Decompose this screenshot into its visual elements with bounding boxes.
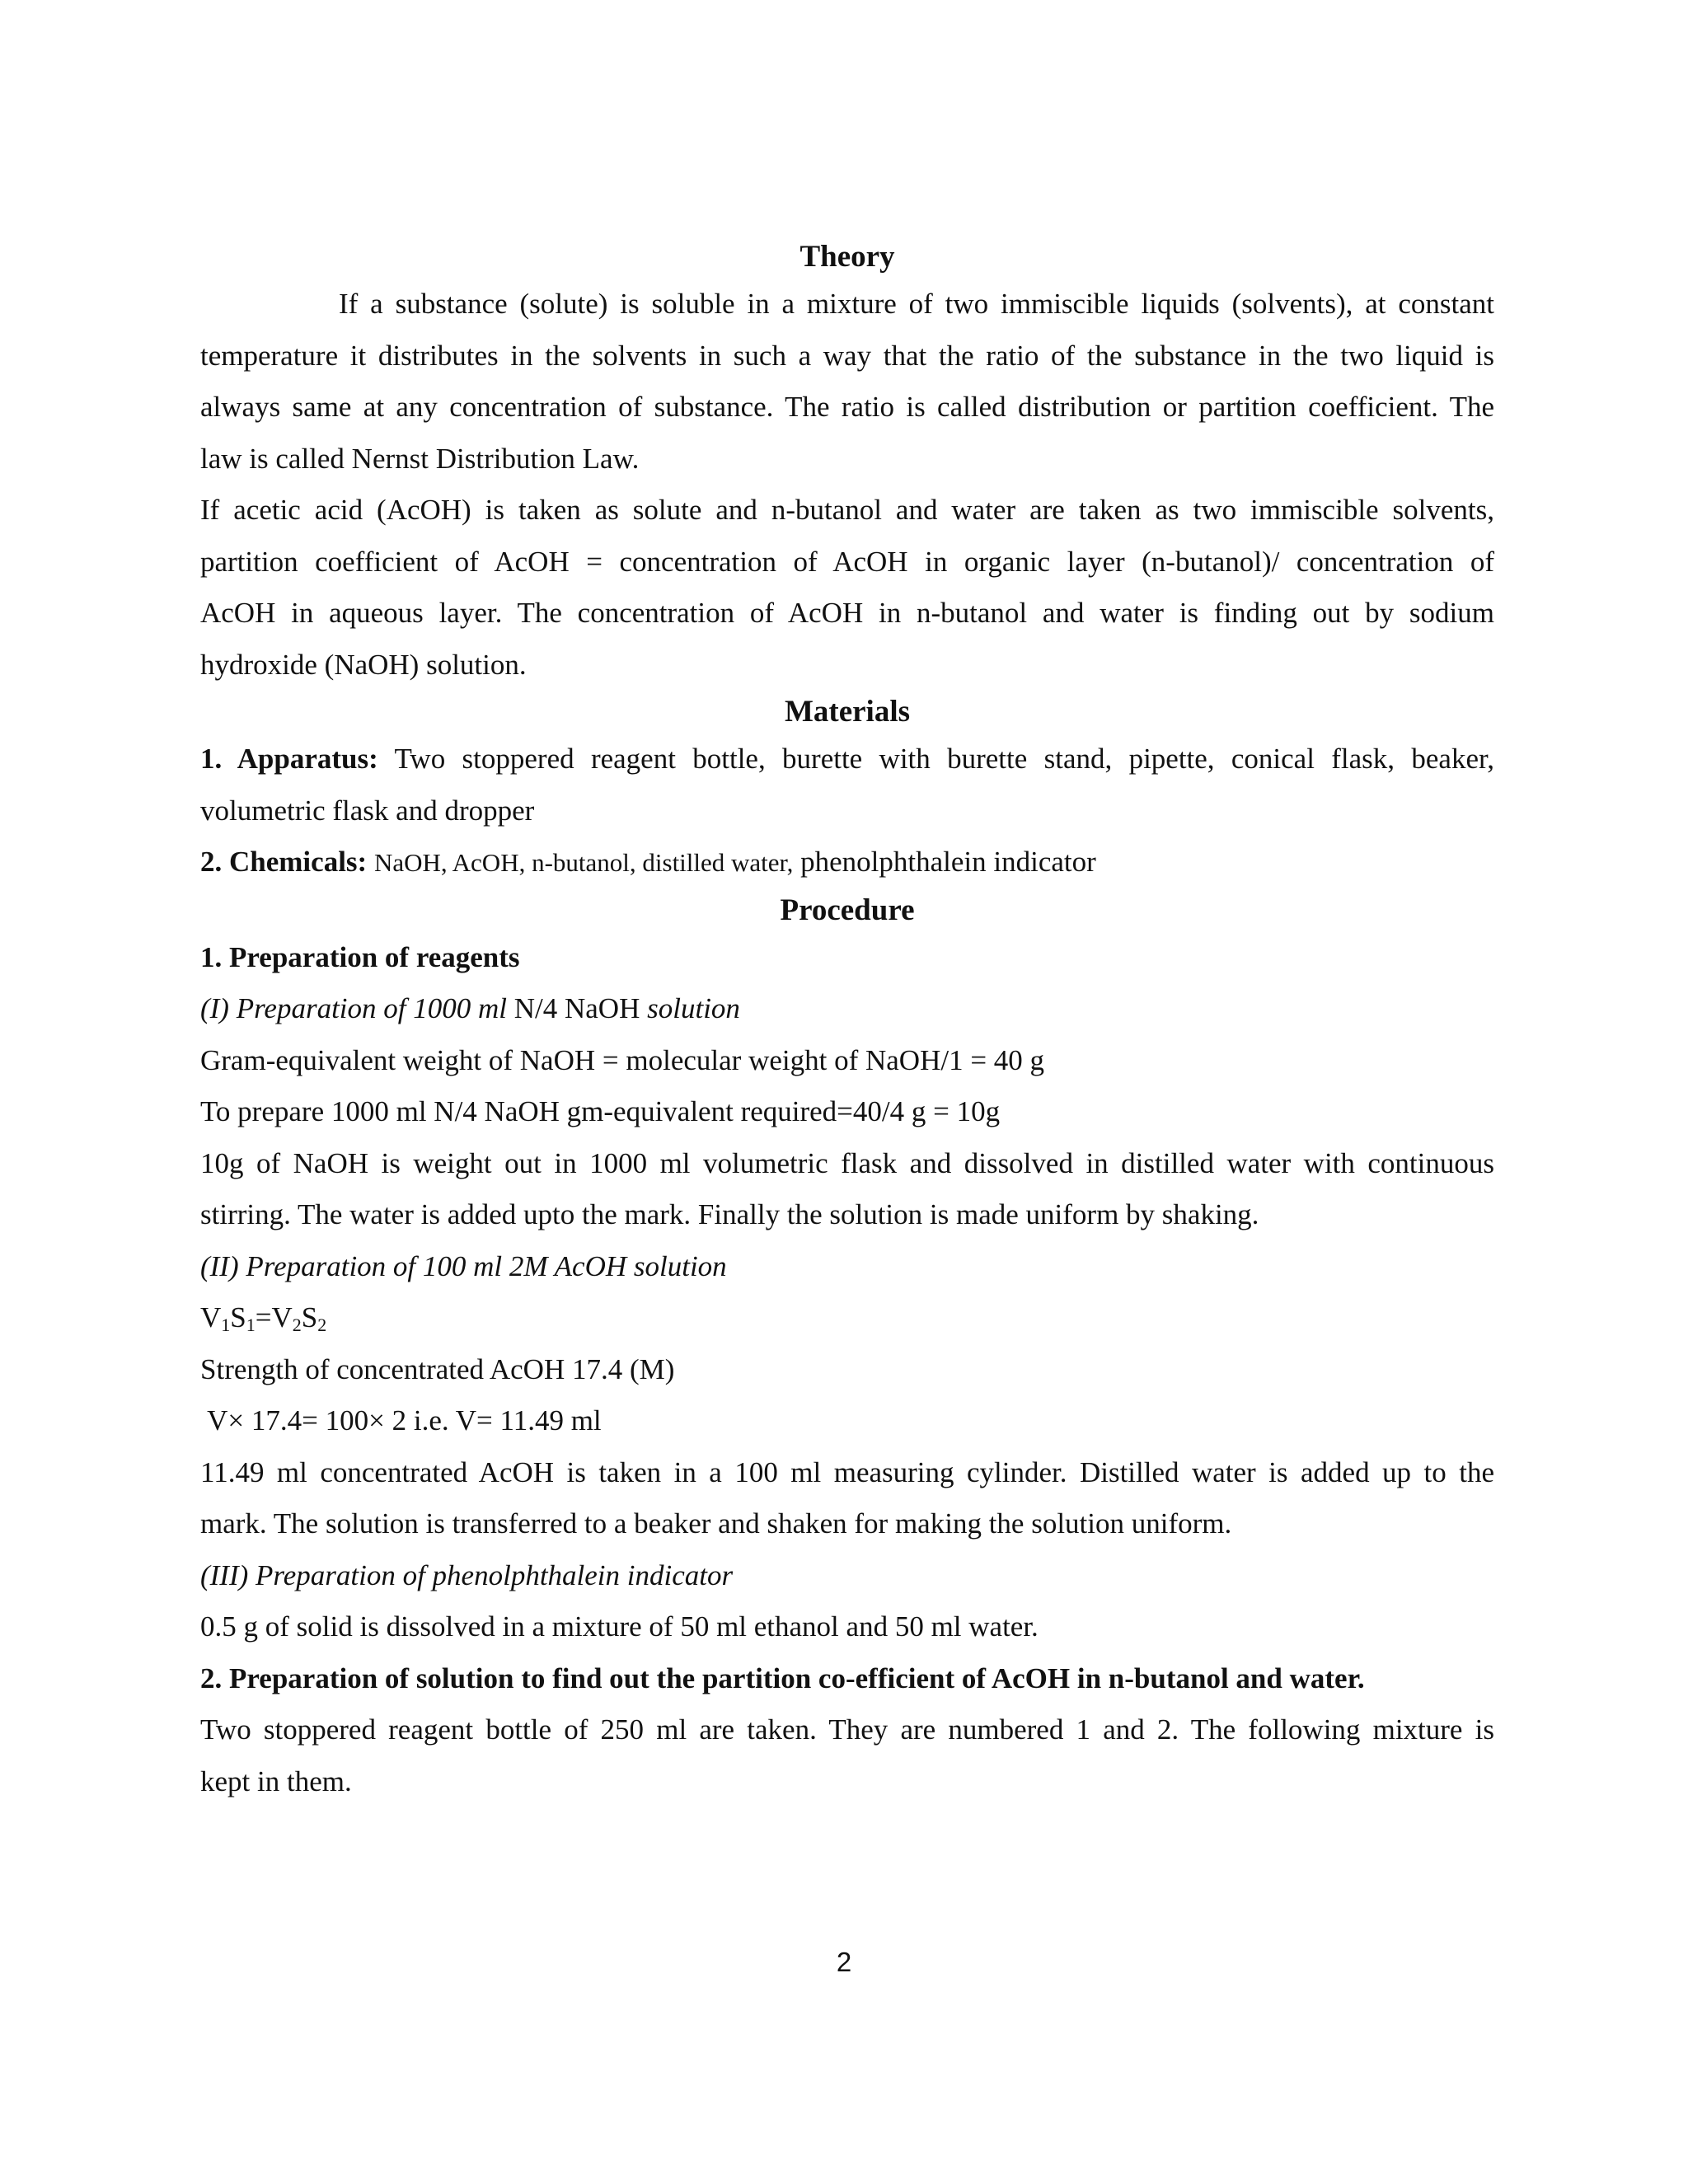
page-content <box>200 236 1494 1807</box>
text-line: hydroxide (NaOH) solution. <box>200 648 527 681</box>
subheading-partition-solution: 2. Preparation of solution to find out the partition co-efficient of AcOH in n-butanol and water. <box>200 1661 1365 1694</box>
apparatus-label: 1. Apparatus: <box>200 743 378 775</box>
text-line: always same at any concentration of substance. The ratio is called distribution or partition coefficient. The <box>200 391 1494 423</box>
text-line: Strength of concentrated AcOH 17.4 (M) <box>200 1352 675 1385</box>
text-line: Two stoppered reagent bottle of 250 ml are taken. They are numbered 1 and 2. The following mixture is <box>200 1713 1494 1746</box>
procedure-heading: Procedure <box>780 893 915 927</box>
page-number: 2 <box>836 1947 852 1977</box>
apparatus-paragraph <box>200 733 1494 837</box>
dilution-formula <box>200 1292 1494 1344</box>
naoh-title-italic-2: solution <box>647 992 740 1024</box>
phenolphthalein-title: (III) Preparation of phenolphthalein indicator <box>200 1558 734 1591</box>
text-line: law is called Nernst Distribution Law. <box>200 442 640 475</box>
formula-subscript: 1 <box>246 1315 256 1335</box>
naoh-title-italic: (I) Preparation of 1000 ml <box>200 992 507 1024</box>
procedure-section <box>200 932 1494 1808</box>
text-line: 11.49 ml concentrated AcOH is taken in a 100 ml measuring cylinder. Distilled water is added up to the <box>200 1455 1494 1488</box>
text-line: V× 17.4= 100× 2 i.e. V= 11.49 ml <box>200 1404 602 1436</box>
chemicals-paragraph <box>200 837 1494 889</box>
chemicals-list: NaOH, AcOH, n-butanol, distilled water, <box>373 848 794 877</box>
naoh-title-plain: N/4 NaOH <box>513 992 640 1024</box>
theory-paragraph-1 <box>200 279 1494 485</box>
text-line: If acetic acid (AcOH) is taken as solute and n-butanol and water are taken as two immiscible solvents, <box>200 494 1494 526</box>
text-line: stirring. The water is added upto the mark. Finally the solution is made uniform by shaking. <box>200 1198 1259 1230</box>
text-line: Gram-equivalent weight of NaOH = molecular weight of NaOH/1 = 40 g <box>200 1043 1045 1076</box>
formula-subscript: 2 <box>292 1315 302 1335</box>
formula-symbol: =V <box>255 1301 293 1333</box>
text-line: partition coefficient of AcOH = concentration of AcOH in organic layer (n-butanol)/ concentration of <box>200 545 1494 578</box>
formula-subscript: 2 <box>317 1315 327 1335</box>
text-line: If a substance (solute) is soluble in a mixture of two immiscible liquids (solvents), at constant <box>339 288 1494 320</box>
apparatus-text: Two stoppered reagent bottle, burette with burette stand, pipette, conical flask, beaker, <box>394 743 1494 775</box>
text-line: mark. The solution is transferred to a beaker and shaken for making the solution uniform. <box>200 1507 1232 1540</box>
theory-heading: Theory <box>799 240 895 274</box>
formula-symbol: S <box>301 1301 318 1333</box>
text-line <box>200 837 1494 889</box>
subheading-preparation-of-reagents: 1. Preparation of reagents <box>200 940 520 973</box>
formula-symbol: V <box>200 1301 222 1333</box>
naoh-title <box>200 983 1494 1035</box>
text-line: kept in them. <box>200 1765 352 1797</box>
text-line: AcOH in aqueous layer. The concentration of AcOH in n-butanol and water is finding out by sodium <box>200 597 1494 629</box>
chemicals-indicator: phenolphthalein indicator <box>800 846 1096 878</box>
formula-symbol: S <box>230 1301 246 1333</box>
materials-heading: Materials <box>784 695 911 729</box>
chemicals-label: 2. Chemicals: <box>200 846 368 878</box>
theory-paragraph-2 <box>200 485 1494 691</box>
formula-subscript: 1 <box>221 1315 231 1335</box>
text-line: 0.5 g of solid is dissolved in a mixture of 50 ml ethanol and 50 ml water. <box>200 1610 1039 1643</box>
text-line: 10g of NaOH is weight out in 1000 ml volumetric flask and dissolved in distilled water with continuous <box>200 1146 1494 1179</box>
text-line: temperature it distributes in the solvents in such a way that the ratio of the substance in the two liquid is <box>200 339 1494 372</box>
text-line <box>200 733 1494 785</box>
acoh-title: (II) Preparation of 100 ml 2M AcOH solution <box>200 1249 727 1282</box>
text-line: To prepare 1000 ml N/4 NaOH gm-equivalent required=40/4 g = 10g <box>200 1095 1001 1127</box>
text-line: volumetric flask and dropper <box>200 794 535 827</box>
